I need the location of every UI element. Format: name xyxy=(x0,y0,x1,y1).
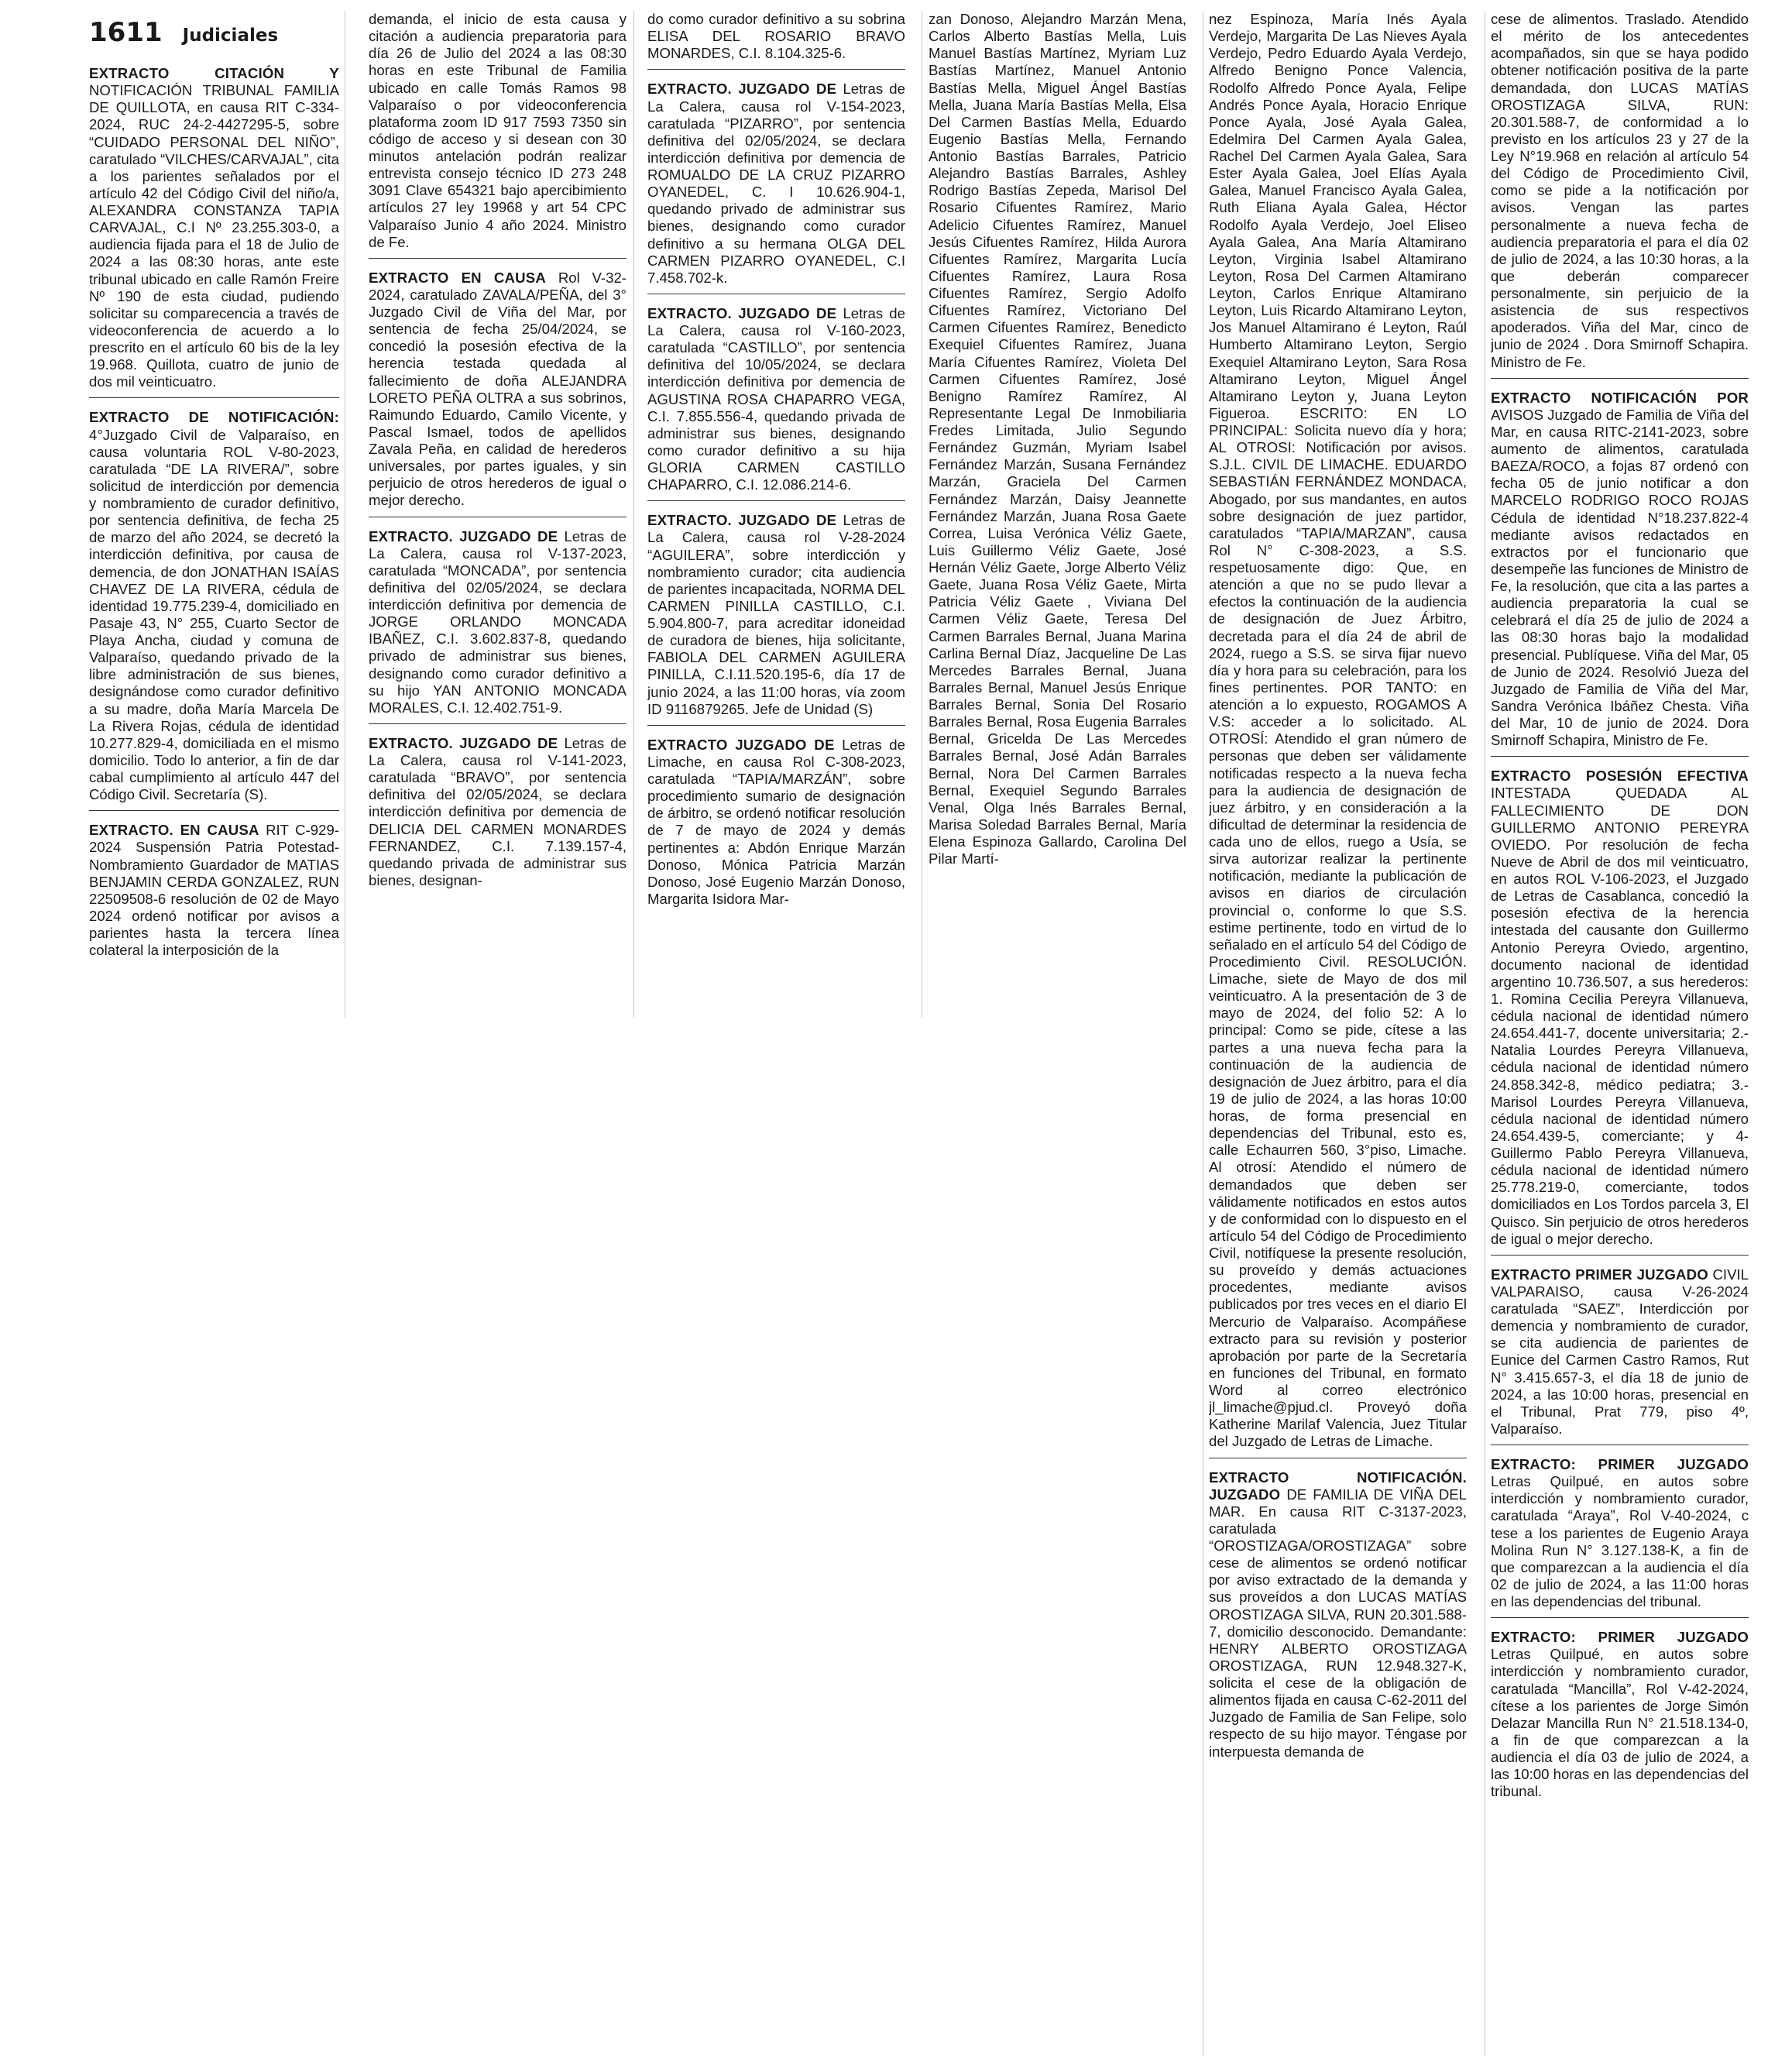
page-header xyxy=(89,17,278,48)
notice-text: Letras de La Calera, causa rol V-141-2023, caratulada “BRAVO”, por sentencia definitiva del 02/05/2024, se declara interdicción definitiva por demencia de DELICIA DEL CARMEN MONARDES FERNANDEZ, C.I. 7.139.157-4, quedando privada de administrar sus bienes, designan- xyxy=(369,734,627,888)
legal-notice xyxy=(369,270,627,517)
notice-text: cese de alimentos. Traslado. Atendido el mérito de los antecedentes acompañados, sin que se haya podido obtener notificación positiva de la parte demandada, don LUCAS MATÍAS OROSTIZAGA SILVA, RUN: 20.301.588-7, de conformidad a lo previsto en los artículos 23 y 27 de la Ley N°19.968 en relación al artículo 54 del Código de Procedimiento Civil, como se pide a la notificación por avisos. Vengan las partes personalmente a nueva fecha de audiencia preparatoria el para el día 02 de julio de 2024, a las 10:30 horas, a la que deberán comparecer personalmente, sin perjuicio de la asistencia de sus respectivos apoderados. Viña del Mar, cinco de junio de 2024 . Dora Smirnoff Schapira. Ministro de Fe. xyxy=(1491,11,1749,370)
notice-heading: EXTRACTO. JUZGADO DE xyxy=(647,304,837,321)
notice-text: AVISOS Juzgado de Familia de Viña del Mar, en causa RITC-2141-2023, sobre aumento de alimentos, caratulada BAEZA/ROCO, a fojas 87 ordenó con fecha 05 de junio notificar a don MARCELO RODRIGO ROCO ROJAS Cédula de identidad N°18.237.822-4 mediante avisos redactados en extractos por el funcionario que desempeñe las funciones de Ministro de Fe, la resolución, que cita a las partes a audiencia preparatoria la cual se celebrará el día 25 de julio de 2024 a las 08:30 horas bajo la modalidad presencial. Publíquese. Viña del Mar, 05 de Junio de 2024. Resolvió Jueza del Juzgado de Familia de Viña del Mar, Sandra Verónica Ibáñez Chesta. Viña del Mar, 10 de junio de 2024. Dora Smirnoff Schapira, Ministro de Fe. xyxy=(1491,406,1749,749)
notice-text: DE FAMILIA DE VIÑA DEL MAR. En causa RIT C-3137-2023, caratulada “OROSTIZAGA/OROSTIZAGA” sobre cese de alimentos se ordenó notificar por aviso extractado de la demanda y sus proveídos a don LUCAS MATÍAS OROSTIZAGA SILVA, RUN 20.301.588-7, domicilio desconocido. Demandante: HENRY ALBERTO OROSTIZAGA OROSTIZAGA, RUN 12.948.327-K, solicita el cese de la obligación de alimentos fijada en causa C-62-2011 del Juzgado de Familia de San Felipe, solo respecto de su hijo mayor. Téngase por interpuesta demanda de xyxy=(1209,1486,1467,1760)
notice-heading: EXTRACTO PRIMER JUZGADO xyxy=(1491,1266,1708,1283)
notice-text: Letras de La Calera, causa rol V-28-2024 “AGUILERA”, sobre interdicción y nombramiento curador; cita audiencia de parientes incapacitada, NORMA DEL CARMEN PINILLA CASTILLO, C.I. 5.904.800-7, para acreditar idoneidad de curadora de bienes, hija solicitante, FABIOLA DEL CARMEN AGUILERA PINILLA, C.I.11.520.195-6, día 17 de junio 2024, a las 11:00 horas, vía zoom ID 9116879265. Jefe de Unidad (S) xyxy=(647,512,905,717)
legal-notice xyxy=(1491,390,1749,757)
column-1 xyxy=(89,65,339,1025)
notice-heading: EXTRACTO EN CAUSA xyxy=(369,269,546,286)
notice-heading: EXTRACTO NOTIFICACIÓN. JUZGADO xyxy=(1209,1469,1467,1503)
notice-text: CIVIL VALPARAISO, causa V-26-2024 caratulada “SAEZ”, Interdicción por demencia y nombramiento de curador, se cita audiencia de parientes de Eunice del Carmen Castro Ramos, Rut N° 3.415.657-3, el día 18 de junio de 2024, a las 10:00 horas, presencial en el Tribunal, Prat 779, piso 4º, Valparaíso. xyxy=(1491,1266,1749,1437)
column-5 xyxy=(1209,11,1467,2063)
column-3 xyxy=(647,11,905,1025)
notice-text: Letras de La Calera, causa rol V-137-2023, caratulada “MONCADA”, por sentencia definitiva del 02/05/2024, se declara interdicción definitiva por demencia de JORGE ORLANDO MONCADA IBAÑEZ, C.I. 3.602.837-8, quedando privado de administrar sus bienes, designando como curador definitivo a su hijo YAN ANTONIO MONCADA MORALES, C.I. 12.402.751-9. xyxy=(369,527,627,716)
notice-text: 4°Juzgado Civil de Valparaíso, en causa voluntaria ROL V-80-2023, caratulada “DE LA RIVERA/”, sobre solicitud de interdicción por demencia y nombramiento de curador definitivo, por sentencia definitiva, de fecha 25 de marzo del año 2024, se decretó la interdicción definitiva, por causa de demencia, de don JONATHAN ISAÍAS CHAVEZ DE LA RIVERA, cédula de identidad 19.775.239-4, domiciliado en Pasaje 43, N° 255, Cuarto Sector de Playa Ancha, ciudad y comuna de Valparaíso, quedando privado de la libre administración de sus bienes, designándose como curador definitivo a su madre, doña María Marcela De La Rivera Rojas, cédula de identidad 10.277.829-4, domiciliada en el mismo domicilio. Todo lo anterior, a fin de dar cabal cumplimiento al artículo 447 del Código Civil. Secretaría (S). xyxy=(89,426,339,803)
notice-text: Letras Quilpué, en autos sobre interdicción y nombramiento curador, caratulada “Mancilla”, Rol V-42-2024, cítese a los parientes de Jorge Simón Delazar Mancilla Run N° 21.518.134-0, a fin de que comparezcan a la audiencia el día 03 de julio de 2024, a las 10:00 horas en las dependencias del tribunal. xyxy=(1491,1646,1749,1800)
legal-notice xyxy=(1491,1266,1749,1445)
legal-notice xyxy=(1491,11,1749,379)
legal-notice xyxy=(1209,1469,1467,1767)
notice-text: INTESTADA QUEDADA AL FALLECIMIENTO DE DON GUILLERMO ANTONIO PEREYRA OVIEDO. Por resolución de fecha Nueve de Abril de dos mil veinticuatro, en autos ROL V-106-2023, el Juzgado de Letras de Casablanca, concedió la posesión efectiva de la herencia intestada del causante don Guillermo Antonio Pereyra Oviedo, argentino, documento nacional de identidad argentino 10.736.507, a sus herederos: 1. Romina Cecilia Pereyra Villanueva, cédula nacional de identidad número 24.654.441-7, docente universitaria; 2.-Natalia Lourdes Pereyra Villanueva, cédula nacional de identidad número 24.858.342-8, médico pediatra; 3.-Marisol Lourdes Pereyra Villanueva, cédula nacional de identidad número 24.654.439-5, comerciante; y 4-Guillermo Pablo Pereyra Villanueva, cédula nacional de identidad número 25.778.219-0, comerciante, todos domiciliados en Los Tordos parcela 3, El Quisco. Sin perjuicio de otros herederos de igual o mejor derecho. xyxy=(1491,785,1749,1247)
legal-notice xyxy=(647,512,905,726)
notice-text: zan Donoso, Alejandro Marzán Mena, Carlos Alberto Bastías Mella, Luis Manuel Bastías Martínez, Myriam Luz Bastías Martínez, Manuel Antonio Bastías Mella, Miguel Ángel Bastías Mella, Juana María Bastías Mella, Elsa Del Carmen Bastías Mella, Eduardo Eugenio Bastías Mella, Fernando Antonio Bastías Barrales, Patricio Alejandro Bastías Barrales, Ashley Rodrigo Bastías Zepeda, Marisol Del Rosario Cifuentes Ramírez, Mario Adelicio Cifuentes Ramírez, Manuel Jesús Cifuentes Ramírez, Hilda Aurora Cifuentes Ramírez, Margarita Lucía Cifuentes Ramírez, Laura Rosa Cifuentes Ramírez, Sergio Adolfo Cifuentes Ramírez, Victoriano Del Carmen Cifuentes Ramírez, Benedicto Exequiel Cifuentes Ramírez, Juana María Cifuentes Ramírez, Violeta Del Carmen Cifuentes Ramírez, José Benigno Ramírez Ramírez, Al Representante Legal De Inmobiliaria Fredes Limitada, Julio Segundo Fernández Guzmán, Myriam Isabel Fernández Marzán, Susana Fernández Marzán, Graciela Del Carmen Fernández Marzán, Daisy Jeannette Fernández Marzán, Juana Rosa Gaete Correa, Luisa Verónica Véliz Gaete, Luis Guillermo Véliz Gaete, José Hernán Véliz Gaete, Jorge Alberto Véliz Gaete, Juana Rosa Véliz Gaete, Mirta Patricia Véliz Gaete , Viviana Del Carmen Véliz Gaete, Teresa Del Carmen Barrales Bernal, Juana Marina Carlina Bernal Díaz, Jacqueline De Las Mercedes Barrales Bernal, Juana Barrales Bernal, Manuel Jesús Enrique Barrales Bernal, Sonia Del Rosario Barrales Bernal, Rosa Eugenia Barrales Bernal, Gricelda De Las Mercedes Barrales Bernal, José Adán Barrales Bernal, Nora Del Carmen Barrales Bernal, Exequiel Segundo Barrales Venal, Olga Inés Barrales Bernal, Marisa Soledad Barrales Bernal, María Elena Espinoza Gallardo, Carolina Del Pilar Martí- xyxy=(929,11,1186,867)
notice-text: nez Espinoza, María Inés Ayala Verdejo, Margarita De Las Nieves Ayala Verdejo, Pedro Eduardo Ayala Verdejo, Alfredo Benigno Ponce Valencia, Rodolfo Alfredo Ponce Ayala, Felipe Andrés Ponce Ayala, Horacio Enrique Ponce Ayala, José Ayala Galea, Edelmira Del Carmen Ayala Galea, Rachel Del Carmen Ayala Galea, Sara Ester Ayala Galea, Joel Elías Ayala Galea, Manuel Francisco Ayala Galea, Ruth Eliana Ayala Galea, Héctor Rodolfo Ayala Verdejo, Joel Eliseo Ayala Galea, Ana María Altamirano Leyton, Virginia Isabel Altamirano Leyton, Rosa Del Carmen Altamirano Leyton, Carlos Enrique Altamirano Leyton, Luis Ricardo Altamirano Leyton, Jos Manuel Altamirano é Leyton, Raúl Humberto Altamirano Leyton, Sergio Exequiel Altamirano Leyton, Sara Rosa Altamirano Leyton, Miguel Ángel Altamirano Leyton y, Juana Leyton Figueroa. ESCRITO: EN LO PRINCIPAL: Solicita nuevo día y hora; AL OTROSI: Notificación por avisos. S.J.L. CIVIL DE LIMACHE. EDUARDO SEBASTIÁN FERNÁNDEZ MONDACA, Abogado, por sus mandantes, en autos sobre designación de juez partidor, caratulados “TAPIA/MARZAN”, causa Rol N° C-308-2023, a S.S. respetuosamente digo: Que, en atención a que no se pudo llevar a efectos la continuación de la audiencia de designación de Juez Árbitro, decretada para el día 24 de abril de 2024, ruego a S.S. se sirva fijar nuevo día y hora para su celebración, para los fines pertinentes. POR TANTO: en atención a lo expuesto, ROGAMOS A V.S: acceder a lo solicitado. AL OTROSÍ: Atendido el gran número de personas que deben ser válidamente notificadas respecto a la nueva fecha para la audiencia de designación de juez árbitro, y en consideración a la dificultad de determinar la residencia de cada uno de ellos, ruego a Usía, se sirva autorizar realizar la pertinente notificación, mediante la publicación de avisos en diarios de circulación provincial o, conforme lo que S.S. estime pertinente, todo en virtud de lo señalado en el artículo 54 del Código de Procedimiento Civil. RESOLUCIÓN. Limache, siete de Mayo de dos mil veinticuatro. A la presentación de 3 de mayo de 2024, del folio 52: A lo principal: Como se pide, cítese a las partes a una nueva fecha para la continuación de la audiencia de designación de Juez árbitro, para el día 19 de julio de 2024, a las horas 10:00 horas, de forma presencial en dependencias del Tribunal, esto es, calle Echaurren 560, 3°piso, Limache. Al otrosí: Atendido el número de demandados que deben ser válidamente notificados en estos autos y de conformidad con lo dispuesto en el artículo 54 del Código de Procedimiento Civil, notifíquese la presente resolución, su proveído y demás actuaciones procedentes, mediante avisos publicados por tres veces en el diario El Mercurio de Valparaíso. Acompáñese extracto para su revisión y posterior aprobación por parte de la Secretaría en funciones del Tribunal, en formato Word al correo electrónico jl_limache@pjud.cl. Proveyó doña Katherine Marilaf Valencia, Juez Titular del Juzgado de Letras de Limache. xyxy=(1209,11,1467,1450)
legal-notice xyxy=(647,737,905,915)
column-6 xyxy=(1491,11,1749,2063)
legal-notice xyxy=(647,11,905,70)
notice-heading: EXTRACTO: PRIMER JUZGADO xyxy=(1491,1456,1749,1472)
legal-notice xyxy=(1209,11,1467,1458)
notice-text: demanda, el inicio de esta causa y citación a audiencia preparatoria para día 26 de Julio del 2024 a las 08:30 horas en este Tribunal de Familia ubicado en calle Tomás Ramos 98 Valparaíso o por videoconferencia plataforma zoom ID 917 7593 7350 sin código de acceso y si desean con 30 minutos antelación podrán realizar entrevista consejo técnico ID 273 248 3091 Clave 654321 bajo apercibimiento artículos 27 ley 19968 y art 54 CPC Valparaíso Junio 4 año 2024. Ministro de Fe. xyxy=(369,11,627,250)
notice-text: do como curador definitivo a su sobrina ELISA DEL ROSARIO BRAVO MONARDES, C.I. 8.104.325-6. xyxy=(647,11,905,62)
legal-notice xyxy=(89,409,339,811)
legal-notice xyxy=(647,81,905,294)
page-number: 1611 xyxy=(89,17,163,48)
notice-text: NOTIFICACIÓN TRIBUNAL FAMILIA DE QUILLOTA, en causa RIT C-334-2024, RUC 24-2-4427295-5, sobre “CUIDADO PERSONAL DEL NIÑO”, caratulado “VILCHES/CARVAJAL”, cita a los parientes señalados por el artículo 42 del Código Civil del niño/a, ALEXANDRA CONSTANZA TAPIA CARVAJAL, C.I Nº 23.255.303-0, a audiencia fijada para el 18 de Julio de 2024 a las 08:30 horas, ante este tribunal ubicado en calle Ramón Freire Nº 190 de esta ciudad, pudiendo solicitar su comparecencia a través de videoconferencia de acuerdo a lo prescrito en el artículo 60 bis de la ley 19.968. Quillota, cuatro de junio de dos mil veinticuatro. xyxy=(89,82,339,390)
column-4 xyxy=(929,11,1186,1025)
legal-notice xyxy=(369,11,627,259)
notice-heading: EXTRACTO DE NOTIFICACIÓN: xyxy=(89,409,339,426)
notice-heading: EXTRACTO POSESIÓN EFECTIVA xyxy=(1491,768,1749,785)
notice-heading: EXTRACTO. EN CAUSA xyxy=(89,822,259,839)
notice-heading: EXTRACTO JUZGADO DE xyxy=(647,736,835,753)
legal-notice xyxy=(89,822,339,966)
notice-heading: EXTRACTO. JUZGADO DE xyxy=(369,734,558,751)
legal-notice xyxy=(1491,1456,1749,1618)
notice-heading: EXTRACTO. JUZGADO DE xyxy=(369,527,558,544)
notice-heading: EXTRACTO CITACIÓN Y xyxy=(89,65,339,81)
column-2 xyxy=(369,11,627,1025)
notice-text: Letras de La Calera, causa rol V-160-2023, caratulada “CASTILLO”, por sentencia definitiva del 10/05/2024, se declara interdicción definitiva por demencia de AGUSTINA ROSA CHAPARRO VEGA, C.I. 7.855.556-4, quedando privada de administrar sus bienes, designando como curador definitivo a su hija GLORIA CARMEN CASTILLO CHAPARRO, C.I. 12.086.214-6. xyxy=(647,304,905,493)
legal-notice xyxy=(647,305,905,501)
column-divider xyxy=(633,11,634,1018)
legal-notice xyxy=(369,735,627,896)
section-title: Judiciales xyxy=(182,26,279,46)
notice-text: Rol V-32-2024, caratulado ZAVALA/PEÑA, del 3° Juzgado Civil de Viña del Mar, por sentencia de fecha 25/04/2024, se concedió la posesión efectiva de la herencia testada quedada al fallecimiento de doña ALEJANDRA LORETO PEÑA OLTRA a sus sobrinos, Raimundo Eduardo, Camilo Vicente, y Pascal Ismael, todos de apellidos Zavala Peña, en calidad de herederos universales, por partes iguales, y sin perjuicio de otros herederos de igual o mejor derecho. xyxy=(369,269,627,509)
notice-heading: EXTRACTO: PRIMER JUZGADO xyxy=(1491,1629,1749,1646)
notice-heading: EXTRACTO NOTIFICACIÓN POR xyxy=(1491,389,1749,406)
notice-text: Letras de Limache, en causa Rol C-308-2023, caratulada “TAPIA/MARZÁN”, sobre procedimiento sumario de designación de árbitro, se ordenó notificar resolución de 7 de mayo de 2024 y demás pertinentes a: Abdón Enrique Marzán Donoso, Mónica Patricia Marzán Donoso, José Eugenio Marzán Donoso, Margarita Isidora Mar- xyxy=(647,736,905,907)
legal-notice xyxy=(369,528,627,724)
legal-notice xyxy=(929,11,1186,874)
notice-text: RIT C-929-2024 Suspensión Patria Potestad-Nombramiento Guardador de MATIAS BENJAMIN CERDA GONZALEZ, RUN 22509508-6 resolución de 02 de Mayo 2024 ordenó notificar por avisos a parientes hasta la tercera línea colateral la interposición de la xyxy=(89,822,339,959)
legal-notice xyxy=(1491,1629,1749,1807)
notice-heading: EXTRACTO. JUZGADO DE xyxy=(647,81,837,98)
legal-notice xyxy=(1491,768,1749,1256)
notice-text: Letras de La Calera, causa rol V-154-2023, caratulada “PIZARRO”, por sentencia definitiva del 02/05/2024, se declara interdicción definitiva por demencia de ROMUALDO DE LA CRUZ PIZARRO OYANEDEL, C. I 10.626.904-1, quedando privado de administrar sus bienes, designando como curador definitivo a su hermana OLGA DEL CARMEN PIZARRO OYANEDEL, C.I 7.458.702-k. xyxy=(647,81,905,286)
notice-heading: EXTRACTO. JUZGADO DE xyxy=(647,512,837,529)
legal-notice xyxy=(89,65,339,398)
notice-text: Letras Quilpué, en autos sobre interdicción y nombramiento curador, caratulada “Araya”, Rol V-40-2024, c tese a los parientes de Eugenio Araya Molina Run N° 3.127.138-K, a fin de que comparezcan a la audiencia el día 02 de julio de 2024, a las 11:00 horas en las dependencias del tribunal. xyxy=(1491,1473,1749,1609)
